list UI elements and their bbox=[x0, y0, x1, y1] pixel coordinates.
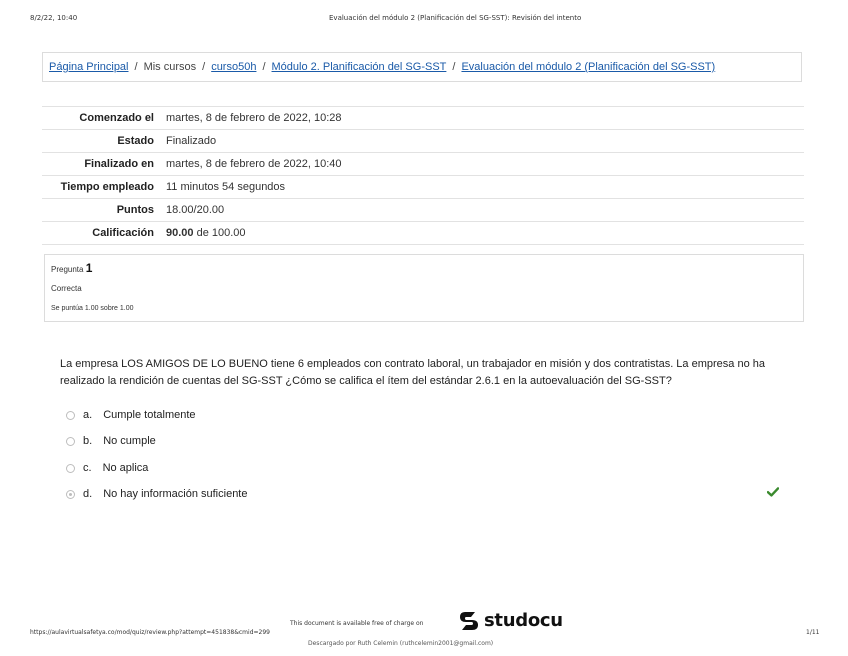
breadcrumb-separator: / bbox=[134, 61, 138, 73]
page-number: 1/11 bbox=[806, 629, 820, 636]
summary-value: martes, 8 de febrero de 2022, 10:28 bbox=[166, 112, 342, 124]
footer-downloaded: Descargado por Ruth Celemin (ruthcelemin2001@gmail.com) bbox=[308, 640, 494, 647]
summary-label: Estado bbox=[117, 135, 154, 147]
grade-suffix: de 100.00 bbox=[196, 227, 246, 239]
answer-letter: a. bbox=[83, 409, 93, 421]
breadcrumb bbox=[42, 52, 802, 82]
answer-letter: c. bbox=[83, 462, 92, 474]
summary-row-started bbox=[42, 107, 804, 130]
breadcrumb-separator: / bbox=[262, 61, 266, 73]
answer-text: No cumple bbox=[103, 435, 156, 447]
check-icon bbox=[767, 487, 779, 497]
breadcrumb-module-link[interactable]: Módulo 2. Planificación del SG-SST bbox=[271, 61, 447, 73]
breadcrumb-separator: / bbox=[202, 61, 206, 73]
answer-option-c[interactable] bbox=[66, 462, 148, 474]
grade-value: 90.00 bbox=[166, 227, 194, 239]
footer-note: This document is available free of charge on bbox=[290, 620, 424, 627]
question-number bbox=[51, 261, 92, 275]
answer-option-d[interactable] bbox=[66, 488, 247, 500]
print-title: Evaluación del módulo 2 (Planificación del SG-SST): Revisión del intento bbox=[329, 14, 582, 22]
breadcrumb-my-courses: Mis cursos bbox=[143, 61, 197, 73]
radio-button[interactable] bbox=[66, 411, 75, 420]
print-date: 8/2/22, 10:40 bbox=[30, 14, 78, 22]
summary-row-marks bbox=[42, 199, 804, 222]
question-text: La empresa LOS AMIGOS DE LO BUENO tiene 6 empleados con contrato laboral, un trabajador en misión y dos contratistas. La empresa no ha realizado la rendición de cuentas del SG-SST ¿Cómo se califica el ítem del estándar 2.6.1 en la autoevaluación del SG-SST? bbox=[60, 358, 765, 387]
summary-row-state bbox=[42, 130, 804, 153]
answer-option-b[interactable] bbox=[66, 435, 156, 447]
summary-value: 18.00/20.00 bbox=[166, 204, 225, 216]
breadcrumb-quiz-link[interactable]: Evaluación del módulo 2 (Planificación del SG-SST) bbox=[461, 61, 716, 73]
answer-letter: b. bbox=[83, 435, 93, 447]
summary-value: 11 minutos 54 segundos bbox=[166, 181, 286, 193]
summary-label: Finalizado en bbox=[84, 158, 154, 170]
answer-text: Cumple totalmente bbox=[103, 409, 196, 421]
answer-text: No hay información suficiente bbox=[103, 488, 248, 500]
studocu-brand-name: studocu bbox=[484, 610, 563, 631]
radio-button[interactable] bbox=[66, 437, 75, 446]
summary-row-grade bbox=[42, 222, 804, 245]
answer-text: No aplica bbox=[102, 462, 149, 474]
studocu-logo bbox=[458, 610, 563, 631]
summary-label: Puntos bbox=[116, 204, 154, 216]
summary-value: martes, 8 de febrero de 2022, 10:40 bbox=[166, 158, 342, 170]
question-info-box bbox=[44, 254, 804, 322]
answer-letter: d. bbox=[83, 488, 93, 500]
radio-button-selected[interactable] bbox=[66, 490, 75, 499]
question-number-value: 1 bbox=[85, 261, 93, 275]
breadcrumb-home-link[interactable]: Página Principal bbox=[49, 61, 129, 73]
breadcrumb-separator: / bbox=[452, 61, 456, 73]
question-state: Correcta bbox=[51, 284, 82, 293]
question-grade: Se puntúa 1.00 sobre 1.00 bbox=[51, 305, 134, 312]
summary-row-finished bbox=[42, 153, 804, 176]
summary-label: Comenzado el bbox=[79, 112, 154, 124]
radio-button[interactable] bbox=[66, 464, 75, 473]
answer-option-a[interactable] bbox=[66, 409, 196, 421]
summary-value bbox=[160, 222, 804, 245]
studocu-logo-icon bbox=[458, 611, 480, 631]
summary-value: Finalizado bbox=[166, 135, 217, 147]
breadcrumb-course-link[interactable]: curso50h bbox=[211, 61, 257, 73]
summary-label: Tiempo empleado bbox=[60, 181, 154, 193]
footer-url: https://aulavirtualsafetya.co/mod/quiz/review.php?attempt=451838&cmid=299 bbox=[30, 629, 270, 636]
question-prefix: Pregunta bbox=[51, 265, 84, 274]
summary-row-time-taken bbox=[42, 176, 804, 199]
summary-label: Calificación bbox=[92, 227, 154, 239]
attempt-summary-table bbox=[42, 106, 804, 245]
